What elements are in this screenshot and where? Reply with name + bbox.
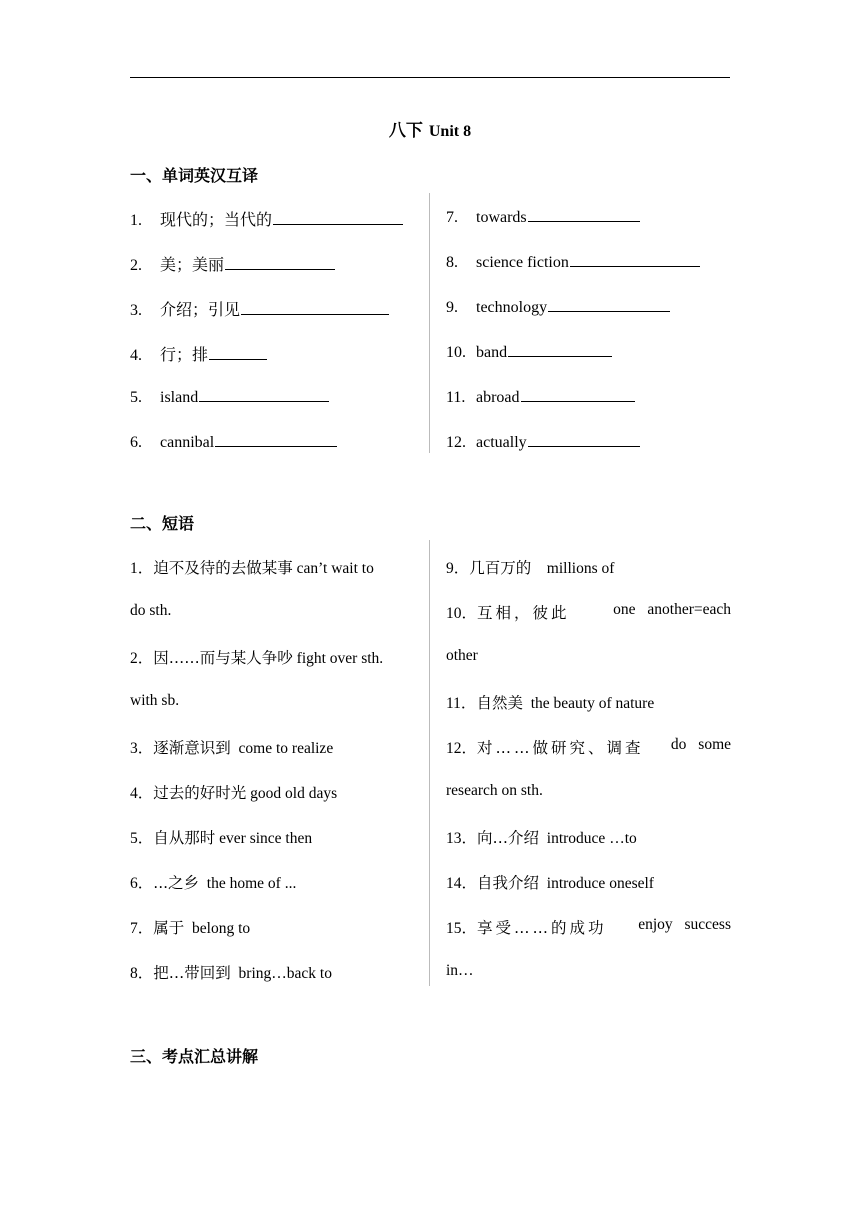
vocab-item xyxy=(446,297,670,317)
vocab-item xyxy=(446,207,640,227)
phrase-chinese: 把…带回到 xyxy=(153,964,231,982)
phrase-chinese: 享受……的成功 xyxy=(477,919,607,937)
phrase-line xyxy=(130,691,179,710)
phrase-english: do sth. xyxy=(130,602,172,619)
phrase-line xyxy=(130,871,296,893)
phrase-english: with sb. xyxy=(130,692,180,709)
phrase-chinese: 迫不及待的去做某事 xyxy=(153,559,293,577)
item-text: science fiction xyxy=(476,254,569,271)
title-zh: 八下 xyxy=(388,121,423,141)
phrase-chinese: 自然美 xyxy=(476,694,523,712)
phrase-line xyxy=(446,961,474,980)
top-rule xyxy=(130,77,730,78)
phrase-line xyxy=(446,826,637,848)
phrase-line xyxy=(130,781,337,803)
vocab-item xyxy=(130,342,267,365)
title-en: Unit 8 xyxy=(428,123,472,140)
phrase-line xyxy=(446,916,731,938)
item-text: cannibal xyxy=(160,434,215,451)
vocab-item xyxy=(130,432,337,452)
answer-blank[interactable] xyxy=(528,432,640,447)
phrase-english: introduce oneself xyxy=(539,875,654,892)
vocab-item xyxy=(446,252,700,272)
phrase-line xyxy=(446,736,731,758)
answer-blank[interactable] xyxy=(273,210,403,225)
item-number: 5. xyxy=(130,389,142,406)
section-heading-key-points: 三、考点汇总讲解 xyxy=(130,1047,259,1066)
phrase-chinese: 向…介绍 xyxy=(477,829,540,847)
phrase-line xyxy=(130,826,312,848)
phrase-line xyxy=(446,646,478,665)
phrase-english: ever since then xyxy=(215,830,313,847)
phrase-line xyxy=(130,916,250,938)
phrase-line xyxy=(130,736,333,758)
item-text: towards xyxy=(476,209,527,226)
phrase-line xyxy=(130,556,374,578)
item-text: actually xyxy=(476,434,527,451)
phrase-english: introduce …to xyxy=(539,830,637,847)
phrase-line xyxy=(130,601,171,620)
answer-blank[interactable] xyxy=(570,252,700,267)
phrase-number: 6． xyxy=(130,875,154,892)
phrase-chinese: 过去的好时光 xyxy=(153,784,247,802)
phrase-line xyxy=(446,601,731,623)
phrase-english: the home of ... xyxy=(199,875,297,892)
page-title xyxy=(130,116,730,141)
phrase-number: 10． xyxy=(446,605,478,622)
item-number: 8. xyxy=(446,254,458,271)
answer-blank[interactable] xyxy=(528,207,640,222)
phrase-number: 1． xyxy=(130,560,154,577)
item-text: band xyxy=(476,344,508,361)
column-divider xyxy=(429,540,430,986)
phrase-english: good old days xyxy=(246,785,338,802)
item-number: 7. xyxy=(446,209,458,226)
vocab-item xyxy=(130,252,335,275)
item-text: technology xyxy=(476,299,548,316)
phrase-number: 5． xyxy=(130,830,154,847)
item-text: 现代的；当代的 xyxy=(160,210,273,229)
answer-blank[interactable] xyxy=(199,387,329,402)
phrase-number: 14． xyxy=(446,875,478,892)
phrase-chinese: 属于 xyxy=(153,919,185,937)
answer-blank[interactable] xyxy=(521,387,635,402)
phrase-line xyxy=(446,781,543,800)
item-number: 3. xyxy=(130,302,142,319)
phrase-number: 8． xyxy=(130,965,154,982)
phrase-english: come to realize xyxy=(230,740,334,757)
vocab-item xyxy=(130,207,403,230)
answer-blank[interactable] xyxy=(209,345,267,360)
phrase-english: can’t wait to xyxy=(292,560,374,577)
phrase-number: 11． xyxy=(446,695,477,712)
phrase-english: one another=each xyxy=(613,601,731,618)
item-text: 行；排 xyxy=(160,345,209,364)
vocab-item xyxy=(446,387,635,407)
item-number: 6. xyxy=(130,434,142,451)
phrase-english: belong to xyxy=(184,920,251,937)
phrase-number: 13． xyxy=(446,830,478,847)
phrase-number: 2． xyxy=(130,650,154,667)
phrase-number: 3． xyxy=(130,740,154,757)
column-divider xyxy=(429,193,430,453)
vocab-item xyxy=(446,432,640,452)
vocab-item xyxy=(446,342,612,362)
item-text: island xyxy=(160,389,199,406)
phrase-chinese: 自我介绍 xyxy=(477,874,540,892)
phrase-english: bring…back to xyxy=(230,965,332,982)
answer-blank[interactable] xyxy=(241,300,389,315)
answer-blank[interactable] xyxy=(215,432,337,447)
phrase-english: millions of xyxy=(531,560,615,577)
phrase-chinese: 逐渐意识到 xyxy=(153,739,231,757)
phrase-line xyxy=(446,871,654,893)
item-number: 4. xyxy=(130,347,142,364)
answer-blank[interactable] xyxy=(508,342,612,357)
phrase-number: 7． xyxy=(130,920,154,937)
phrase-english: research on sth. xyxy=(446,782,543,799)
phrase-chinese: 因……而与某人争吵 xyxy=(153,649,293,667)
answer-blank[interactable] xyxy=(548,297,670,312)
item-number: 10. xyxy=(446,344,466,361)
vocab-item xyxy=(130,297,389,320)
phrase-number: 9． xyxy=(446,560,470,577)
phrase-english: the beauty of nature xyxy=(522,695,655,712)
item-number: 2. xyxy=(130,257,142,274)
phrase-chinese: 自从那时 xyxy=(153,829,216,847)
item-text: abroad xyxy=(476,389,520,406)
phrase-chinese: 对……做研究、调查 xyxy=(477,739,644,757)
phrase-line xyxy=(130,961,332,983)
phrase-number: 12． xyxy=(446,740,478,757)
item-number: 12. xyxy=(446,434,466,451)
phrase-number: 15． xyxy=(446,920,478,937)
vocab-item xyxy=(130,387,329,407)
item-text: 介绍；引见 xyxy=(160,300,241,319)
item-number: 1. xyxy=(130,212,142,229)
phrase-english: in… xyxy=(446,962,474,979)
section-heading-vocabulary: 一、单词英汉互译 xyxy=(130,166,259,185)
answer-blank[interactable] xyxy=(225,255,335,270)
phrase-english: other xyxy=(446,647,478,664)
phrase-line xyxy=(130,646,383,668)
phrase-number: 4． xyxy=(130,785,154,802)
phrase-line xyxy=(446,556,614,578)
phrase-line xyxy=(446,691,654,713)
item-number: 9. xyxy=(446,299,458,316)
section-heading-phrases: 二、短语 xyxy=(130,514,195,533)
phrase-chinese: 几百万的 xyxy=(469,559,532,577)
phrase-chinese: ...之乡 xyxy=(153,874,200,892)
phrase-chinese: 互相，彼此 xyxy=(477,604,570,622)
phrase-english: enjoy success xyxy=(638,916,731,933)
item-text: 美；美丽 xyxy=(160,255,225,274)
item-number: 11. xyxy=(446,389,466,406)
phrase-english: fight over sth. xyxy=(292,650,384,667)
phrase-english: do some xyxy=(670,736,731,753)
